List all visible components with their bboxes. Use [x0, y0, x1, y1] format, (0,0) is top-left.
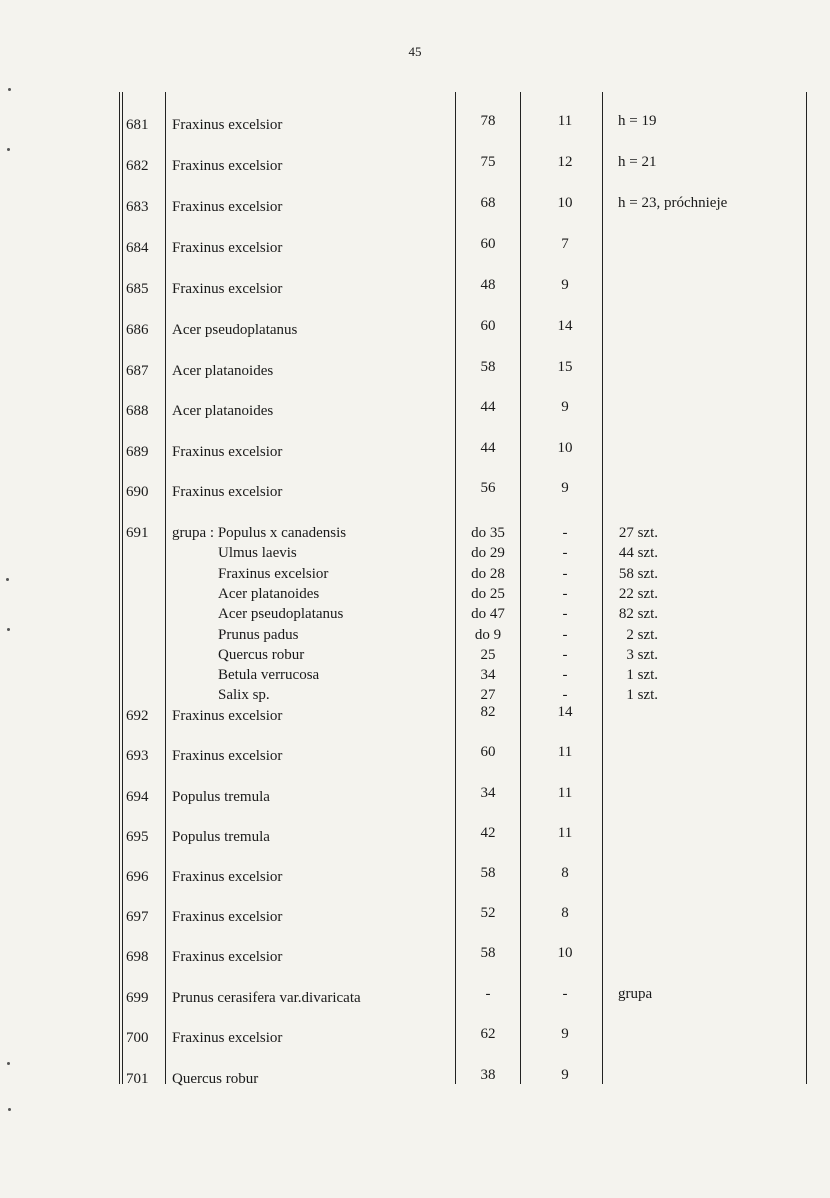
- species-name: Fraxinus excelsior: [172, 909, 283, 925]
- row-number: 689: [126, 444, 149, 460]
- species-name: Fraxinus excelsior: [172, 158, 283, 174]
- row-note: h = 19: [618, 113, 657, 129]
- row-note: h = 23, próchnieje: [618, 195, 728, 211]
- row-number: 690: [126, 484, 149, 500]
- species-name: Fraxinus excelsior: [172, 117, 283, 133]
- trunk-circumference: do 28: [471, 566, 505, 582]
- trunk-circumference: 60: [480, 318, 496, 334]
- crown-value: 9: [561, 399, 569, 415]
- species-name: Fraxinus excelsior: [172, 869, 283, 885]
- row-number: 701: [126, 1071, 149, 1087]
- trunk-circumference: 44: [480, 440, 496, 456]
- crown-value: 11: [557, 785, 573, 801]
- trunk-circumference: 56: [480, 480, 496, 496]
- group-member-species: Quercus robur: [218, 647, 305, 663]
- species-name: Fraxinus excelsior: [172, 949, 283, 965]
- crown-value: 11: [557, 825, 573, 841]
- trunk-circumference: 44: [480, 399, 496, 415]
- trunk-circumference: do 25: [471, 586, 505, 602]
- scan-speck: [7, 628, 10, 631]
- species-name: Quercus robur: [172, 1071, 259, 1087]
- trunk-circumference: 42: [480, 825, 496, 841]
- group-member-species: Betula verrucosa: [218, 667, 320, 683]
- scan-speck: [7, 1062, 10, 1065]
- row-number: 695: [126, 829, 149, 845]
- crown-value: -: [562, 667, 568, 683]
- group-member-species: Fraxinus excelsior: [218, 566, 329, 582]
- group-count: 82 szt.: [618, 606, 658, 622]
- group-count: 44 szt.: [618, 545, 658, 561]
- row-number: 692: [126, 708, 149, 724]
- species-name: Fraxinus excelsior: [172, 281, 283, 297]
- species-name: Acer pseudoplatanus: [172, 322, 298, 338]
- species-name: Acer platanoides: [172, 403, 274, 419]
- group-count: 27 szt.: [618, 525, 658, 541]
- scan-speck: [7, 148, 10, 151]
- scan-speck: [6, 578, 9, 581]
- trunk-circumference: 75: [480, 154, 496, 170]
- trunk-circumference: 38: [480, 1067, 496, 1083]
- row-number: 693: [126, 748, 149, 764]
- species-name: Fraxinus excelsior: [172, 240, 283, 256]
- species-name: Prunus cerasifera var.divaricata: [172, 990, 361, 1006]
- crown-value: -: [562, 627, 568, 643]
- group-count: 2 szt.: [626, 627, 658, 643]
- species-name: Acer platanoides: [172, 363, 274, 379]
- row-number: 684: [126, 240, 149, 256]
- trunk-circumference: 82: [480, 704, 496, 720]
- row-number: 687: [126, 363, 149, 379]
- species-name: Populus tremula: [172, 789, 270, 805]
- group-count: 1 szt.: [626, 667, 658, 683]
- crown-value: 7: [561, 236, 569, 252]
- crown-value: -: [562, 586, 568, 602]
- trunk-circumference: 34: [480, 667, 496, 683]
- trunk-circumference: do 35: [471, 525, 505, 541]
- crown-value: 9: [561, 1067, 569, 1083]
- row-number: 685: [126, 281, 149, 297]
- crown-value: -: [562, 647, 568, 663]
- page-number: 45: [408, 44, 422, 59]
- crown-value: 11: [557, 113, 573, 129]
- crown-value: 10: [557, 945, 573, 961]
- crown-value: 14: [557, 318, 573, 334]
- trunk-circumference: 78: [480, 113, 496, 129]
- group-label: grupa : Populus x canadensis: [172, 525, 347, 541]
- crown-value: -: [562, 687, 568, 703]
- row-number: 697: [126, 909, 149, 925]
- row-number: 683: [126, 199, 149, 215]
- group-count: 58 szt.: [618, 566, 658, 582]
- table-rule-left-inner: [122, 92, 123, 1084]
- group-count: 3 szt.: [626, 647, 658, 663]
- crown-value: 9: [561, 480, 569, 496]
- species-name: Fraxinus excelsior: [172, 199, 283, 215]
- trunk-circumference: 27: [480, 687, 496, 703]
- trunk-circumference: do 29: [471, 545, 505, 561]
- scan-speck: [8, 1108, 11, 1111]
- row-number: 691: [126, 525, 149, 541]
- group-count: 22 szt.: [618, 586, 658, 602]
- crown-value: -: [562, 606, 568, 622]
- group-member-species: Acer pseudoplatanus: [218, 606, 344, 622]
- species-name: Fraxinus excelsior: [172, 444, 283, 460]
- row-number: 700: [126, 1030, 149, 1046]
- row-number: 696: [126, 869, 149, 885]
- species-name: Fraxinus excelsior: [172, 484, 283, 500]
- crown-value: 9: [561, 277, 569, 293]
- crown-value: -: [562, 566, 568, 582]
- row-note: grupa: [618, 986, 653, 1002]
- trunk-circumference: 68: [480, 195, 496, 211]
- crown-value: -: [562, 545, 568, 561]
- row-number: 694: [126, 789, 149, 805]
- row-note: h = 21: [618, 154, 657, 170]
- group-member-species: Salix sp.: [218, 687, 270, 703]
- row-number: 698: [126, 949, 149, 965]
- trunk-circumference: 60: [480, 236, 496, 252]
- group-member-species: Prunus padus: [218, 627, 299, 643]
- table-rule-right: [806, 92, 807, 1084]
- trunk-circumference: 58: [480, 945, 496, 961]
- species-name: Fraxinus excelsior: [172, 748, 283, 764]
- crown-value: 14: [557, 704, 573, 720]
- row-number: 699: [126, 990, 149, 1006]
- trunk-circumference: 58: [480, 865, 496, 881]
- trunk-circumference: 52: [480, 905, 496, 921]
- trunk-circumference: 62: [480, 1026, 496, 1042]
- crown-value: 15: [557, 359, 573, 375]
- row-number: 681: [126, 117, 149, 133]
- crown-value: 9: [561, 1026, 569, 1042]
- trunk-circumference: 48: [480, 277, 496, 293]
- group-member-species: Acer platanoides: [218, 586, 320, 602]
- crown-value: -: [562, 525, 568, 541]
- row-number: 682: [126, 158, 149, 174]
- trunk-circumference: do 9: [474, 627, 502, 643]
- crown-value: 11: [557, 744, 573, 760]
- row-number: 688: [126, 403, 149, 419]
- crown-value: -: [562, 986, 568, 1002]
- group-member-species: Ulmus laevis: [218, 545, 297, 561]
- table-rule-number: [165, 92, 166, 1084]
- row-number: 686: [126, 322, 149, 338]
- trunk-circumference: -: [485, 986, 491, 1002]
- species-name: Populus tremula: [172, 829, 270, 845]
- table-rule-crown: [602, 92, 603, 1084]
- trunk-circumference: 60: [480, 744, 496, 760]
- trunk-circumference: 34: [480, 785, 496, 801]
- scan-speck: [8, 88, 11, 91]
- species-name: Fraxinus excelsior: [172, 708, 283, 724]
- trunk-circumference: 25: [480, 647, 496, 663]
- trunk-circumference: 58: [480, 359, 496, 375]
- species-name: Fraxinus excelsior: [172, 1030, 283, 1046]
- group-count: 1 szt.: [626, 687, 658, 703]
- trunk-circumference: do 47: [471, 606, 505, 622]
- crown-value: 10: [557, 440, 573, 456]
- table-rule-left-outer: [119, 92, 120, 1084]
- crown-value: 8: [561, 865, 569, 881]
- crown-value: 8: [561, 905, 569, 921]
- crown-value: 12: [557, 154, 573, 170]
- crown-value: 10: [557, 195, 573, 211]
